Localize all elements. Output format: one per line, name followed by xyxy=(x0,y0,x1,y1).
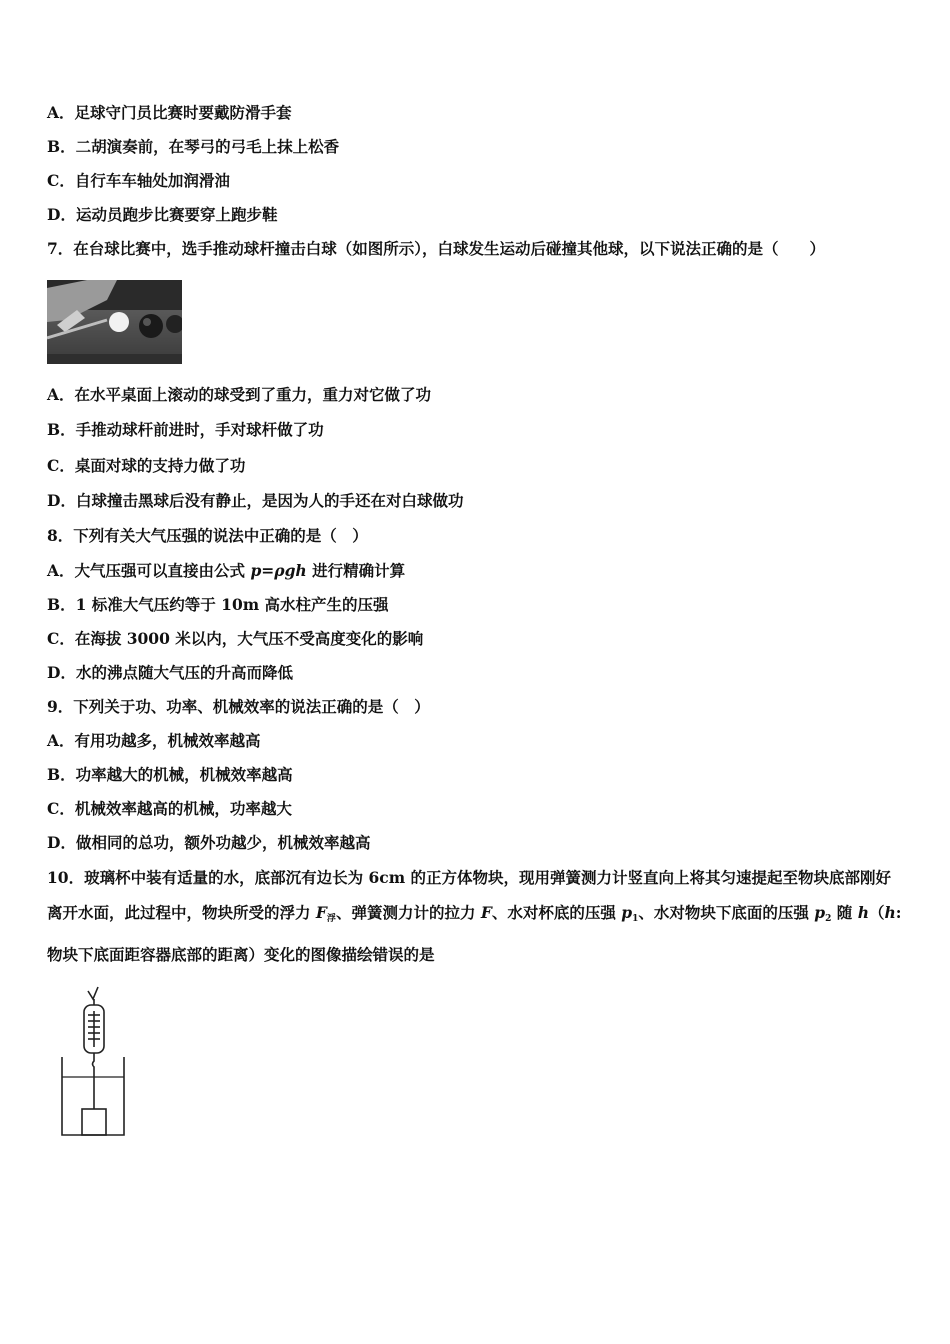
option-letter: B． xyxy=(47,420,76,439)
q10-F: F xyxy=(315,903,327,922)
q7-option-d xyxy=(47,491,463,511)
option-text-post: 进行精确计算 xyxy=(306,561,406,580)
option-letter: C． xyxy=(47,629,75,648)
q10-h2: h xyxy=(884,903,896,922)
q6-option-b xyxy=(47,137,339,157)
option-letter: A． xyxy=(47,731,75,750)
option-letter: D． xyxy=(47,663,76,682)
q10-text-2: 、弹簧测力计的拉力 xyxy=(335,903,481,922)
q8-option-c xyxy=(47,629,423,649)
option-text: 自行车车轴处加润滑油 xyxy=(74,171,230,190)
option-letter: C． xyxy=(47,456,75,475)
option-text: 在海拔 3000 米以内，大气压不受高度变化的影响 xyxy=(74,629,424,648)
option-letter: A． xyxy=(47,103,75,122)
option-letter: D． xyxy=(47,833,76,852)
spring-scale-diagram xyxy=(58,985,128,1140)
q10-F-sub: 浮 xyxy=(326,914,336,924)
q10-p2-sub: 2 xyxy=(825,914,832,924)
q6-option-a xyxy=(47,103,292,123)
option-text: 在水平桌面上滚动的球受到了重力，重力对它做了功 xyxy=(74,385,432,404)
option-letter: B． xyxy=(47,765,76,784)
q10-text-6: （ xyxy=(868,903,885,922)
option-letter: D． xyxy=(47,205,76,224)
option-text: 机械效率越高的机械，功率越大 xyxy=(74,799,292,818)
q10-h: h xyxy=(857,903,869,922)
option-letter: A． xyxy=(47,385,75,404)
q10-text-5: 随 xyxy=(831,903,858,922)
option-letter: C． xyxy=(47,171,75,190)
option-text: 做相同的总功，额外功越少，机械效率越高 xyxy=(75,833,371,852)
option-text: 1 标准大气压约等于 10m 高水柱产生的压强 xyxy=(75,595,389,614)
q10-p1-sub: 1 xyxy=(632,914,639,924)
option-text: 手推动球杆前进时，手对球杆做了功 xyxy=(75,420,324,439)
option-text: 运动员跑步比赛要穿上跑步鞋 xyxy=(75,205,278,224)
option-text-pre: 大气压强可以直接由公式 xyxy=(74,561,251,580)
q8-stem: 8．下列有关大气压强的说法中正确的是（ ） xyxy=(47,526,368,545)
q10-text-1: 10．玻璃杯中装有适量的水，底部沉有边长为 6cm 的正方体物块，现用弹簧测力计竖直向上将其匀速提起至物块底部刚好离开水面，此过程中，物块所受的浮力 xyxy=(47,868,891,922)
q7-option-a xyxy=(47,385,431,405)
q9-option-a xyxy=(47,731,261,751)
q9-option-d xyxy=(47,833,370,853)
q9-stem: 9．下列关于功、功率、机械效率的说法正确的是（ ） xyxy=(47,697,430,716)
option-letter: B． xyxy=(47,137,76,156)
option-text: 足球守门员比赛时要戴防滑手套 xyxy=(74,103,292,122)
billiards-photo xyxy=(47,280,182,364)
q10-text-3: 、水对杯底的压强 xyxy=(491,903,622,922)
billiards-photo-svg xyxy=(47,280,182,364)
option-letter: B． xyxy=(47,595,76,614)
q10-p2: p xyxy=(814,903,826,922)
q6-option-c xyxy=(47,171,230,191)
option-text: 白球撞击黑球后没有静止，是因为人的手还在对白球做功 xyxy=(75,491,464,510)
q9-option-b xyxy=(47,765,293,785)
q8-option-d xyxy=(47,663,293,683)
q7-option-b xyxy=(47,420,324,440)
q10-F2: F xyxy=(480,903,492,922)
option-text: 有用功越多，机械效率越高 xyxy=(74,731,261,750)
option-text: 水的沸点随大气压的升高而降低 xyxy=(75,663,293,682)
option-letter: A． xyxy=(47,561,75,580)
q8-option-b xyxy=(47,595,389,615)
q8-option-a xyxy=(47,561,405,581)
q10-stem xyxy=(47,860,905,972)
option-letter: C． xyxy=(47,799,75,818)
option-letter: D． xyxy=(47,491,76,510)
spring-scale-diagram-svg xyxy=(58,985,128,1140)
formula: p=ρgh xyxy=(250,561,307,580)
option-text: 桌面对球的支持力做了功 xyxy=(74,456,246,475)
q9-option-c xyxy=(47,799,292,819)
q6-option-d xyxy=(47,205,277,225)
option-text: 功率越大的机械，机械效率越高 xyxy=(75,765,293,784)
q7-option-c xyxy=(47,456,245,476)
option-text: 二胡演奏前，在琴弓的弓毛上抹上松香 xyxy=(75,137,340,156)
q7-stem: 7．在台球比赛中，选手推动球杆撞击白球（如图所示），白球发生运动后碰撞其他球，以下说法正确的是（ ） xyxy=(47,239,826,258)
q10-p1: p xyxy=(621,903,633,922)
q10-text-7: :物块下底面距容器底部的距离）变化的图像描绘错误的是 xyxy=(47,903,902,964)
q10-text-4: 、水对物块下底面的压强 xyxy=(638,903,815,922)
